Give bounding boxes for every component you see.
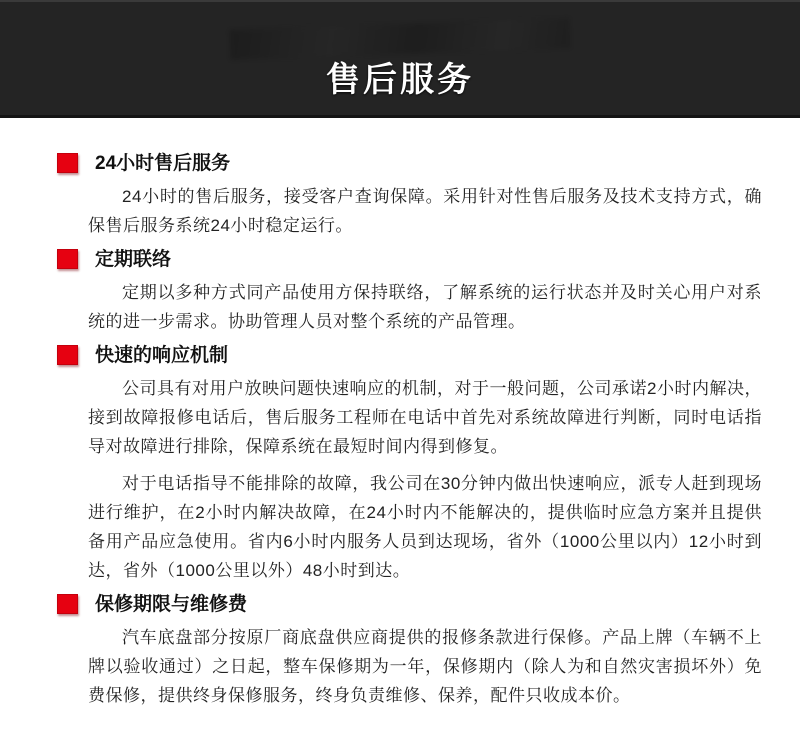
section-heading: 定期联络 xyxy=(95,249,172,270)
section-heading: 快速的响应机制 xyxy=(95,345,229,366)
section-header xyxy=(88,152,762,176)
section-warranty xyxy=(88,593,762,710)
page-title: 售后服务 xyxy=(326,61,474,99)
section-header xyxy=(88,344,762,368)
red-square-bullet-icon xyxy=(57,345,78,365)
section-paragraph: 汽车底盘部分按原厂商底盘供应商提供的报修条款进行保修。产品上牌（车辆不上牌以验收通过）之日起，整车保修期为一年，保修期内（除人为和自然灾害损坏外）免费保修，提供终身保修服务，终身负责维修、保养，配件只收成本价。 xyxy=(88,628,762,705)
section-quick-response xyxy=(88,344,762,585)
section-paragraph: 对于电话指导不能排除的故障，我公司在30分钟内做出快速响应，派专人赶到现场进行维护，在2小时内解决故障，在24小时内不能解决的，提供临时应急方案并且提供备用产品应急使用。省内6小时内服务人员到达现场，省外（1000公里以内）12小时到达，省外（1000公里以外）48小时到达。 xyxy=(88,474,762,580)
section-paragraph: 24小时的售后服务，接受客户查询保障。采用针对性售后服务及技术支持方式，确保售后服务系统24小时稳定运行。 xyxy=(88,187,762,235)
section-header xyxy=(88,593,762,617)
page-header-banner xyxy=(0,0,800,118)
section-24h-service xyxy=(88,152,762,240)
service-content xyxy=(0,118,800,738)
section-paragraph: 定期以多种方式同产品使用方保持联络，了解系统的运行状态并及时关心用户对系统的进一步需求。协助管理人员对整个系统的产品管理。 xyxy=(88,283,762,331)
section-regular-contact xyxy=(88,248,762,336)
red-square-bullet-icon xyxy=(57,594,78,614)
section-header xyxy=(88,248,762,272)
red-square-bullet-icon xyxy=(57,249,78,269)
section-heading: 24小时售后服务 xyxy=(95,153,231,174)
section-heading: 保修期限与维修费 xyxy=(95,594,248,615)
red-square-bullet-icon xyxy=(57,153,78,173)
section-paragraph: 公司具有对用户放映问题快速响应的机制，对于一般问题，公司承诺2小时内解决，接到故障报修电话后，售后服务工程师在电话中首先对系统故障进行判断，同时电话指导对故障进行排除，保障系统在最短时间内得到修复。 xyxy=(88,379,762,456)
